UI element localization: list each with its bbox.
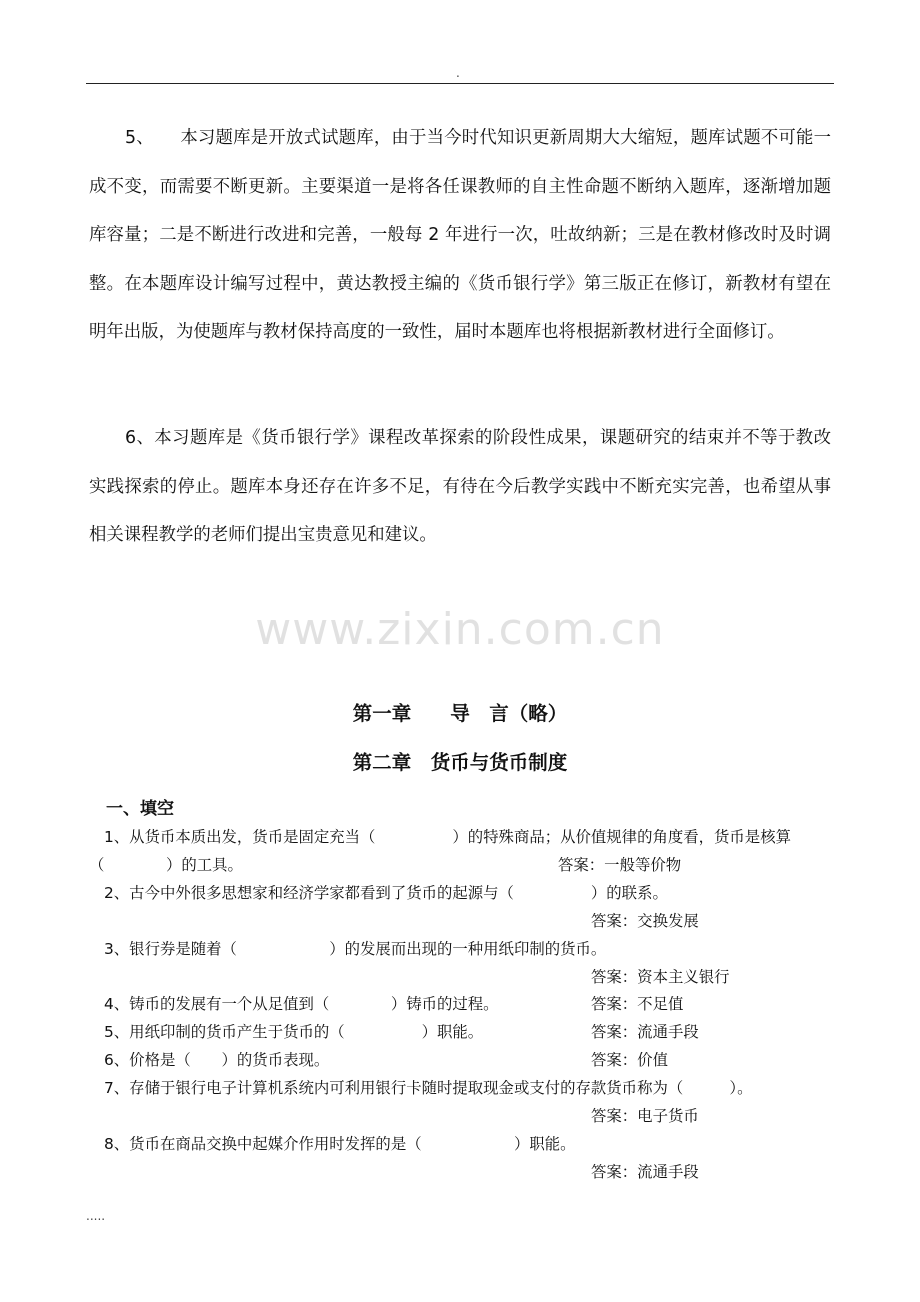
answer-3: 答案：资本主义银行: [591, 968, 730, 986]
section-heading-fill-in: 一、填空: [106, 799, 174, 819]
intro-paragraph-6: [89, 414, 831, 560]
intro-paragraph-5-text: 5、 本习题库是开放式试题库，由于当今时代知识更新周期大大缩短，题库试题不可能一成不变，而需要不断更新。主要渠道一是将各任课教师的自主性命题不断纳入题库，逐渐增加题库容量；二是不断进行改进和完善，一般每 2 年进行一次，吐故纳新；三是在教材修改时及时调整。在本题库设计编写过程中，黄达教授主编的《货币银行学》第三版正在修订，新教材有望在明年出版，为使题库与教材保持高度的一致性，届时本题库也将根据新教材进行全面修订。: [89, 128, 831, 343]
question-1-line-2: （ ）的工具。: [89, 856, 243, 874]
header-mark: .: [456, 66, 460, 80]
question-5: 5、用纸印制的货币产生于货币的（ ）职能。: [104, 1023, 484, 1041]
question-6: 6、价格是（ ）的货币表现。: [104, 1051, 330, 1069]
intro-paragraph-5: [89, 114, 831, 357]
question-1-line-1: 1、从货币本质出发，货币是固定充当（ ）的特殊商品；从价值规律的角度看，货币是核算: [104, 828, 791, 846]
chapter-1-title: 第一章 导 言（略）: [352, 702, 568, 725]
answer-8: 答案：流通手段: [591, 1163, 699, 1181]
footer-mark: .....: [86, 1209, 106, 1223]
question-4: 4、铸币的发展有一个从足值到（ ）铸币的过程。: [104, 995, 499, 1013]
watermark: www.zixin.com.cn: [255, 604, 665, 655]
answer-2: 答案：交换发展: [591, 912, 699, 930]
answer-7: 答案：电子货币: [591, 1107, 699, 1125]
question-2: 2、古今中外很多思想家和经济学家都看到了货币的起源与（ ）的联系。: [104, 884, 668, 902]
header-rule: [86, 83, 834, 84]
answer-1: 答案：一般等价物: [558, 856, 682, 874]
answer-6: 答案：价值: [591, 1051, 668, 1069]
chapter-2-title: 第二章 货币与货币制度: [352, 751, 568, 774]
intro-paragraph-6-text: 6、本习题库是《货币银行学》课程改革探索的阶段性成果，课题研究的结束并不等于教改实践探索的停止。题库本身还存在许多不足，有待在今后教学实践中不断充实完善，也希望从事相关课程教学的老师们提出宝贵意见和建议。: [89, 428, 831, 546]
question-7: 7、存储于银行电子计算机系统内可利用银行卡随时提取现金或支付的存款货币称为（ ）。: [104, 1079, 753, 1097]
question-8: 8、货币在商品交换中起媒介作用时发挥的是（ ）职能。: [104, 1135, 576, 1153]
question-3: 3、银行券是随着（ ）的发展而出现的一种用纸印制的货币。: [104, 940, 607, 958]
answer-5: 答案：流通手段: [591, 1023, 699, 1041]
answer-4: 答案：不足值: [591, 995, 684, 1013]
